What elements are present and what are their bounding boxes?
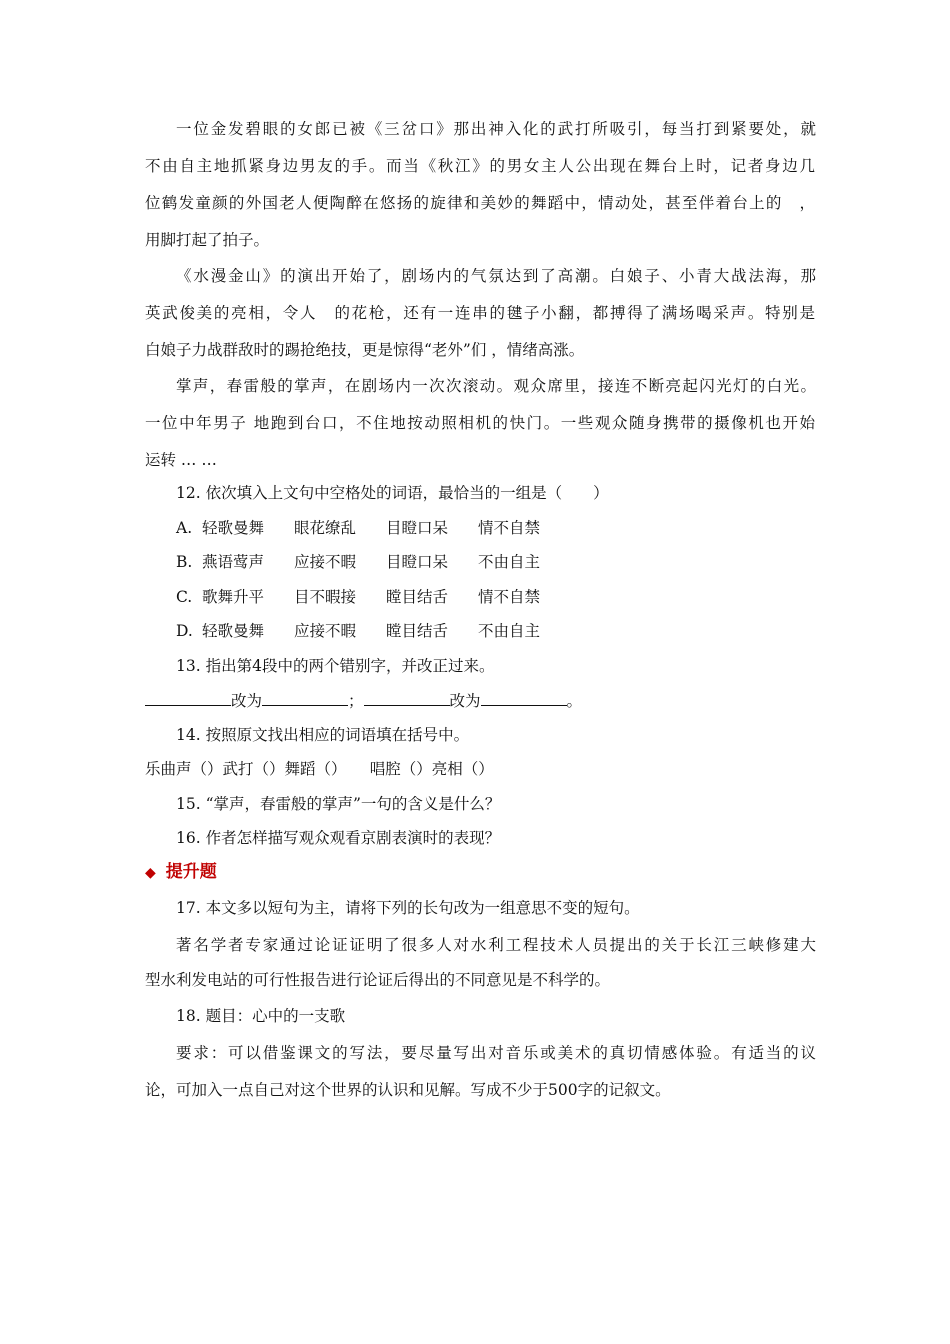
q12-option-a <box>176 517 816 539</box>
section-title: 提升题 <box>165 862 217 882</box>
q13-answer-line <box>145 690 815 712</box>
change-to-label: 改为 <box>231 692 263 710</box>
option-word: 不由自主 <box>478 622 541 640</box>
q14-stem: 14. 按照原文找出相应的词语填在括号中。 <box>176 726 470 744</box>
passage-p3-line2: 一位中年男子 地跑到台口，不住地按动照相机的快门。一些观众随身携带的摄像机也开始 <box>145 414 815 432</box>
passage-p3-line3: 运转 … … <box>145 451 217 469</box>
passage-p1-line4: 用脚打起了拍子。 <box>145 231 270 249</box>
option-word: 歌舞升平 <box>202 588 265 606</box>
q12-option-b <box>176 551 816 573</box>
q17-sentence-line1: 著名学者专家通过论证证明了很多人对水利工程技术人员提出的关于长江三峡修建大 <box>176 936 816 954</box>
option-word: 情不自禁 <box>478 588 541 606</box>
diamond-icon: ◆ <box>145 865 156 881</box>
passage-p3-line1: 掌声，春雷般的掌声，在剧场内一次次滚动。观众席里，接连不断亮起闪光灯的白光。 <box>176 377 816 395</box>
passage-p1-line2: 不由自主地抓紧身边男友的手。而当《秋江》的男女主人公出现在舞台上时，记者身边几 <box>145 157 815 175</box>
answer-blank[interactable] <box>481 691 567 706</box>
passage-p1-line3: 位鹤发童颜的外国老人便陶醉在悠扬的旋律和美妙的舞蹈中，情动处，甚至伴着台上的 ， <box>145 194 815 212</box>
passage-p2-line3: 白娘子力战群敌时的踢抢绝技，更是惊得“老外”们 ，情绪高涨。 <box>145 341 585 359</box>
option-word: 应接不暇 <box>294 553 357 571</box>
q16-stem: 16. 作者怎样描写观众观看京剧表演时的表现？ <box>176 829 501 847</box>
option-label: D. <box>176 622 193 640</box>
answer-blank[interactable] <box>262 691 348 706</box>
q18-title: 18. 题目：心中的一支歌 <box>176 1007 346 1025</box>
q18-requirement-line2: 论，可加入一点自己对这个世界的认识和见解。写成不少于500字的记叙文。 <box>145 1081 671 1099</box>
option-word: 不由自主 <box>478 553 541 571</box>
q14-answer-line: 乐曲声（）武打（）舞蹈（） 唱腔（）亮相（） <box>145 760 494 778</box>
q12-option-c <box>176 586 816 608</box>
passage-p1-line1: 一位金发碧眼的女郎已被《三岔口》那出神入化的武打所吸引，每当打到紧要处，就 <box>176 120 816 138</box>
q18-requirement-line1: 要求：可以借鉴课文的写法，要尽量写出对音乐或美术的真切情感体验。有适当的议 <box>176 1044 816 1062</box>
q15-stem: 15. “掌声，春雷般的掌声”一句的含义是什么？ <box>176 795 501 813</box>
section-heading <box>145 860 217 885</box>
option-label: B. <box>176 553 193 571</box>
passage-p2-line2: 英武俊美的亮相，令人 的花枪，还有一连串的毽子小翻，都搏得了满场喝采声。特别是 <box>145 304 815 322</box>
option-label: A. <box>176 519 193 537</box>
q13-stem: 13. 指出第4段中的两个错别字，并改正过来。 <box>176 657 495 675</box>
option-word: 瞠目结舌 <box>386 588 449 606</box>
separator: ； <box>348 692 364 710</box>
answer-blank[interactable] <box>145 691 231 706</box>
option-word: 目瞪口呆 <box>386 553 449 571</box>
answer-blank[interactable] <box>364 691 450 706</box>
end-mark: 。 <box>566 692 583 710</box>
option-word: 目不暇接 <box>294 588 357 606</box>
change-to-label: 改为 <box>449 692 481 710</box>
option-word: 轻歌曼舞 <box>202 622 265 640</box>
q12-stem: 12. 依次填入上文句中空格处的词语，最恰当的一组是（ ） <box>176 484 609 502</box>
option-label: C. <box>176 588 193 606</box>
option-word: 眼花缭乱 <box>294 519 357 537</box>
q17-sentence-line2: 型水利发电站的可行性报告进行论证后得出的不同意见是不科学的。 <box>145 971 611 989</box>
q17-stem: 17. 本文多以短句为主，请将下列的长句改为一组意思不变的短句。 <box>176 899 640 917</box>
q12-option-d <box>176 620 816 642</box>
passage-p2-line1: 《水漫金山》的演出开始了，剧场内的气氛达到了高潮。白娘子、小青大战法海，那 <box>176 267 816 285</box>
option-word: 瞠目结舌 <box>386 622 449 640</box>
option-word: 目瞪口呆 <box>386 519 449 537</box>
option-word: 轻歌曼舞 <box>202 519 265 537</box>
option-word: 燕语莺声 <box>202 553 265 571</box>
option-word: 情不自禁 <box>478 519 541 537</box>
option-word: 应接不暇 <box>294 622 357 640</box>
